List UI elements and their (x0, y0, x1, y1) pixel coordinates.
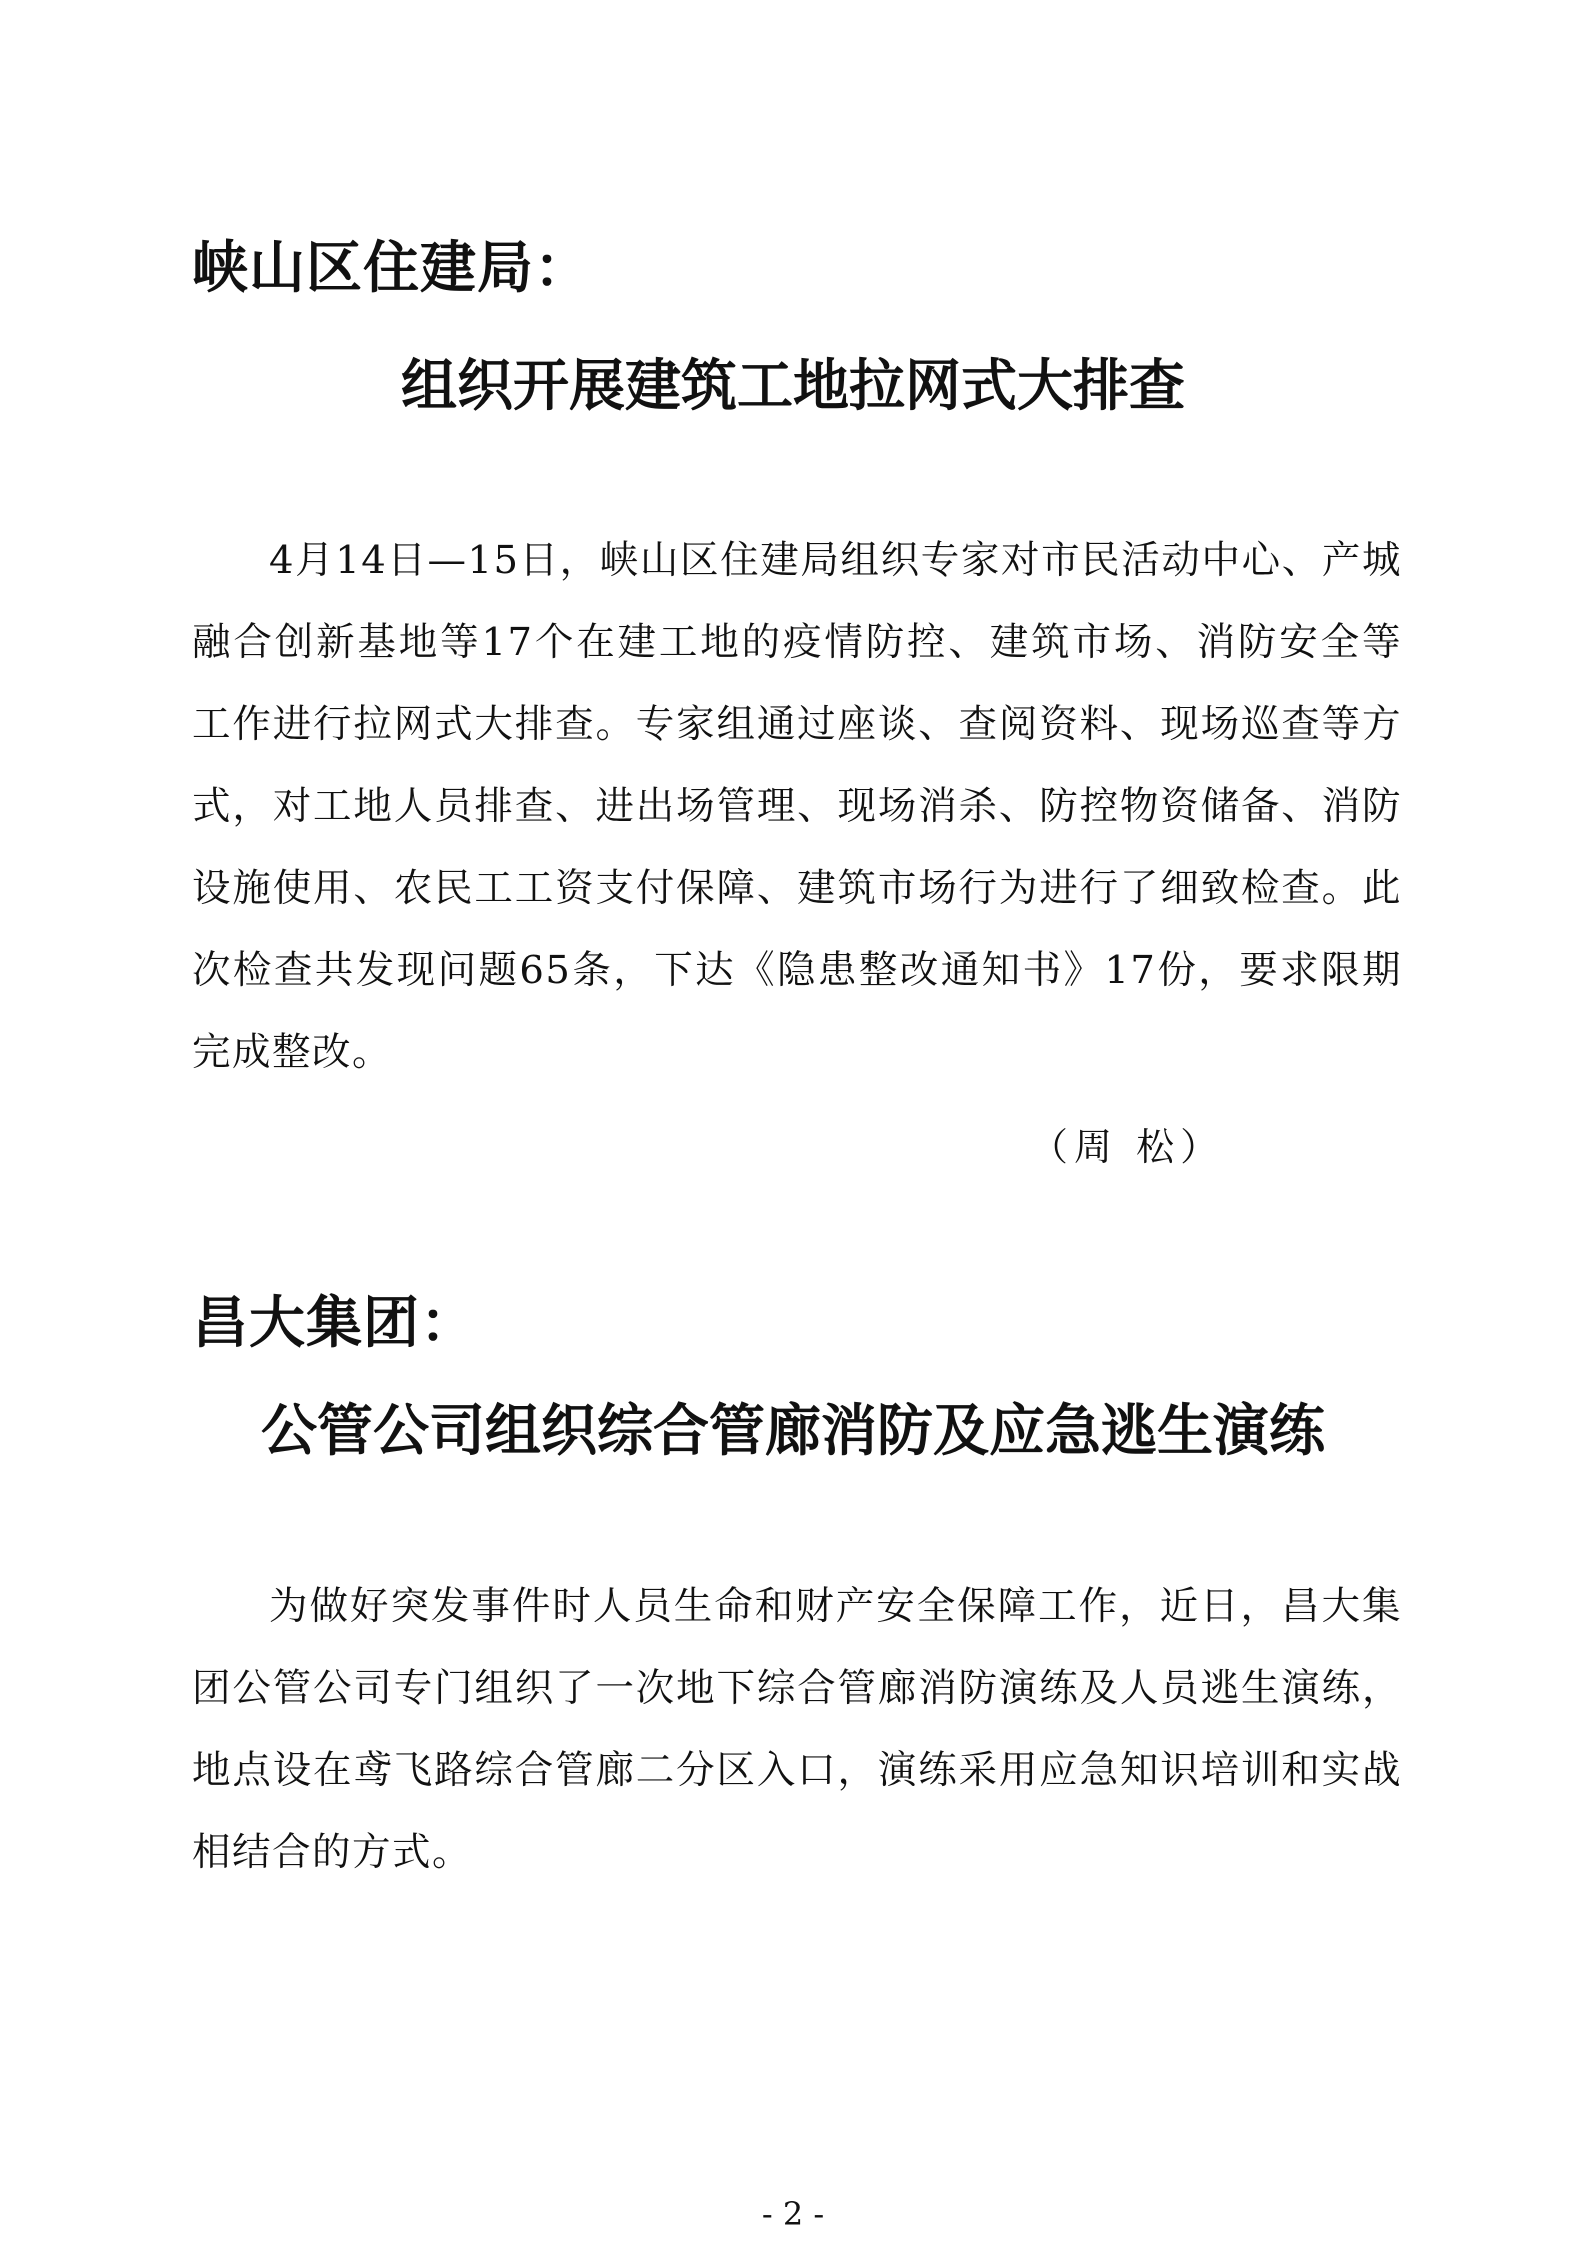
article-1-body: 4月14日—15日，峡山区住建局组织专家对市民活动中心、产城融合创新基地等17个在建工地的疫情防控、建筑市场、消防安全等工作进行拉网式大排查。专家组通过座谈、查阅资料、现场巡查等方式，对工地人员排查、进出场管理、现场消杀、防控物资储备、消防设施使用、农民工工资支付保障、建筑市场行为进行了细致检查。此次检查共发现问题65条，下达《隐患整改通知书》17份，要求限期完成整改。 (192, 538, 1402, 1075)
article-2-headline: 公管公司组织综合管廊消防及应急逃生演练 (261, 1398, 1325, 1464)
article-1-author: （周 松） (1030, 1125, 1225, 1169)
article-1-headline: 组织开展建筑工地拉网式大排查 (401, 353, 1185, 419)
article-2-org-heading: 昌大集团： (192, 1290, 477, 1356)
article-1-org-heading: 峡山区住建局： (192, 235, 591, 301)
article-2-body: 为做好突发事件时人员生命和财产安全保障工作，近日，昌大集团公管公司专门组织了一次地下综合管廊消防演练及人员逃生演练，地点设在鸢飞路综合管廊二分区入口，演练采用应急知识培训和实战相结合的方式。 (192, 1584, 1402, 1875)
page-number: - 2 - (761, 2195, 825, 2233)
